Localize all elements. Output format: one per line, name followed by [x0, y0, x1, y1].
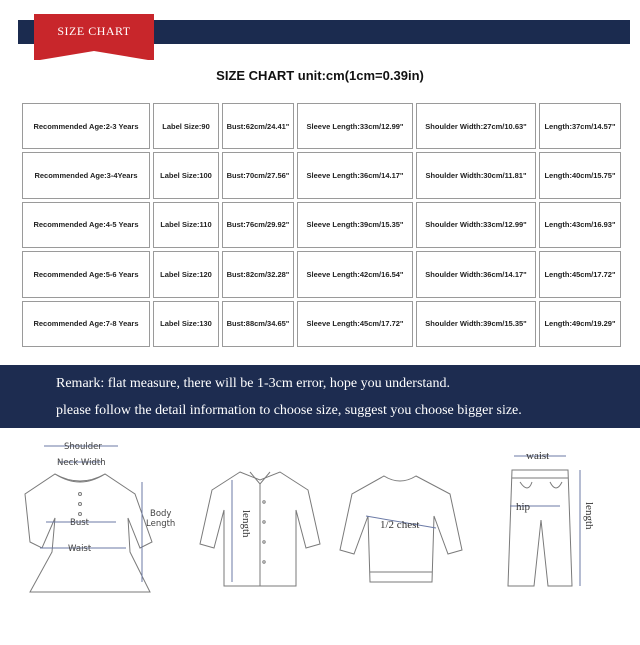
- size-chart-ribbon: [34, 14, 154, 60]
- size-cell: Label Size:90: [153, 103, 219, 149]
- shirt-length-label: length: [240, 510, 252, 538]
- page-title: SIZE CHART unit:cm(1cm=0.39in): [216, 68, 424, 83]
- measurement-diagram: [0, 432, 640, 640]
- size-cell: Shoulder Width:39cm/15.35": [416, 301, 536, 347]
- size-cell: Recommended Age:3-4Years: [22, 152, 150, 198]
- remark-line-2: please follow the detail information to choose size, suggest you choose bigger size.: [56, 403, 522, 418]
- size-cell: Length:45cm/17.72": [539, 251, 621, 297]
- size-row: [22, 103, 621, 149]
- size-cell: Shoulder Width:30cm/11.81": [416, 152, 536, 198]
- size-cell: Shoulder Width:27cm/10.63": [416, 103, 536, 149]
- remark-line-1: Remark: flat measure, there will be 1-3cm error, hope you understand.: [56, 376, 451, 391]
- size-table: [19, 100, 624, 350]
- size-cell: Sleeve Length:42cm/16.54": [297, 251, 413, 297]
- size-cell: Shoulder Width:36cm/14.17": [416, 251, 536, 297]
- size-cell: Sleeve Length:33cm/12.99": [297, 103, 413, 149]
- size-table-body: [22, 103, 621, 347]
- sweater-chest-label: 1/2 chest: [380, 519, 420, 531]
- size-row: [22, 202, 621, 248]
- size-cell: Label Size:100: [153, 152, 219, 198]
- ribbon-label: SIZE CHART: [57, 24, 131, 38]
- measurement-svg: [0, 432, 640, 640]
- dress-body-label: Body: [150, 509, 172, 519]
- size-cell: Recommended Age:7-8 Years: [22, 301, 150, 347]
- size-cell: Recommended Age:5-6 Years: [22, 251, 150, 297]
- size-cell: Recommended Age:2-3 Years: [22, 103, 150, 149]
- size-cell: Shoulder Width:33cm/12.99": [416, 202, 536, 248]
- size-row: [22, 152, 621, 198]
- shirt-outline: [200, 472, 320, 586]
- size-cell: Label Size:110: [153, 202, 219, 248]
- dress-outline: [25, 474, 152, 592]
- size-cell: Bust:70cm/27.56": [222, 152, 294, 198]
- pants-length-label: length: [583, 502, 595, 530]
- size-cell: Sleeve Length:39cm/15.35": [297, 202, 413, 248]
- size-cell: Length:43cm/16.93": [539, 202, 621, 248]
- pants-outline: [508, 470, 572, 586]
- size-row: [22, 301, 621, 347]
- size-cell: Sleeve Length:36cm/14.17": [297, 152, 413, 198]
- dress-shoulder-label: Shoulder: [64, 442, 102, 452]
- size-cell: Length:37cm/14.57": [539, 103, 621, 149]
- size-cell: Bust:76cm/29.92": [222, 202, 294, 248]
- size-row: [22, 251, 621, 297]
- size-cell: Label Size:130: [153, 301, 219, 347]
- size-cell: Length:49cm/19.29": [539, 301, 621, 347]
- dress-bust-label: Bust: [70, 518, 89, 528]
- pants-waist-label: waist: [526, 450, 550, 462]
- size-cell: Bust:62cm/24.41": [222, 103, 294, 149]
- dress-waist-label: Waist: [68, 544, 92, 554]
- size-cell: Bust:88cm/34.65": [222, 301, 294, 347]
- size-cell: Label Size:120: [153, 251, 219, 297]
- remark-band: [0, 365, 640, 428]
- size-cell: Length:40cm/15.75": [539, 152, 621, 198]
- size-cell: Bust:82cm/32.28": [222, 251, 294, 297]
- dress-length-label: Length: [146, 519, 176, 529]
- size-cell: Recommended Age:4-5 Years: [22, 202, 150, 248]
- dress-neck-label: Neck Width: [57, 458, 106, 468]
- pants-hip-label: hip: [516, 501, 531, 513]
- size-cell: Sleeve Length:45cm/17.72": [297, 301, 413, 347]
